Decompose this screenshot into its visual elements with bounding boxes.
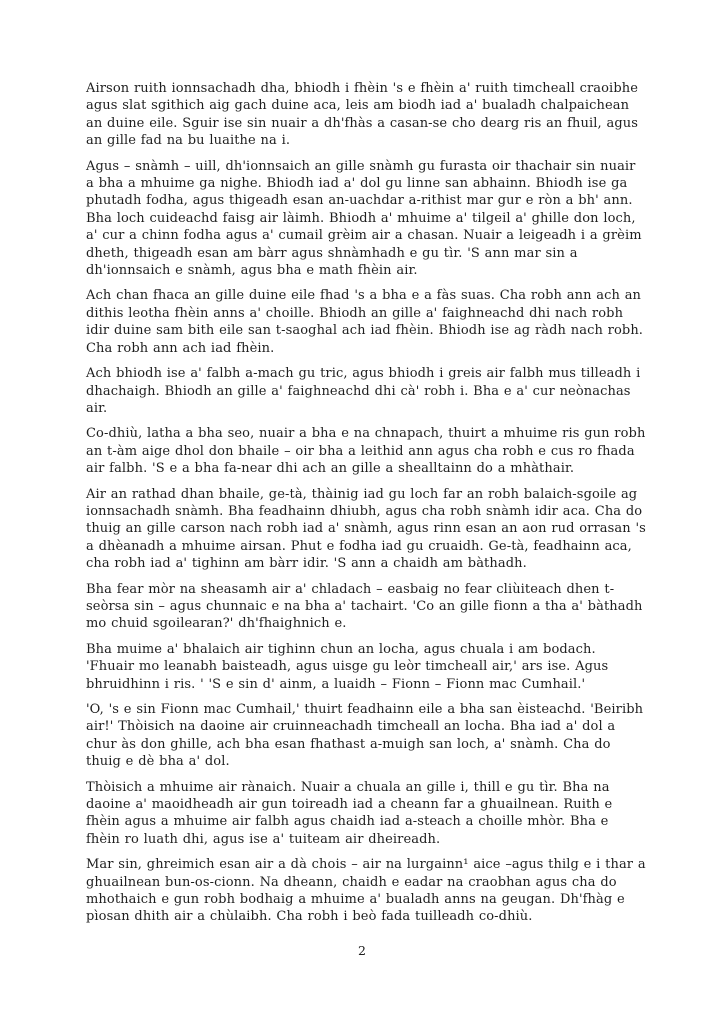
paragraph: Thòisich a mhuime air rànaich. Nuair a chuala an gille i, thill e gu tìr. Bha na daoine a' maoidheadh air gun toireadh iad a cheann far a ghuailnean. Ruith e fhèin agus a mhuime air falbh agus chaidh iad a-steach a choille mhòr. Bha e fhèin ro luath dhi, agus ise a' tuiteam air dheireadh. bbox=[86, 779, 613, 847]
story-text-block bbox=[86, 80, 646, 934]
paragraph: Ach chan fhaca an gille duine eile fhad 's a bha e a fàs suas. Cha robh ann ach an dithis leotha fhèin anns a' choille. Bhiodh an gille a' faighneachd dhi nach robh idir duine sam bith eile san t-saoghal ach iad fhèin. Bhiodh ise ag ràdh nach robh. Cha robh ann ach iad fhèin. bbox=[86, 288, 644, 356]
paragraph: Ach bhiodh ise a' falbh a-mach gu tric, agus bhiodh i greis air falbh mus tilleadh i dhachaigh. Bhiodh an gille a' faighneachd dhi cà' robh i. Bha e a' cur neònachas air. bbox=[86, 366, 641, 416]
paragraph: Airson ruith ionnsachadh dha, bhiodh i fhèin 's e fhèin a' ruith timcheall craoibhe agus slat sgithich aig gach duine aca, leis am biodh iad a' bualadh chalpaichean an duine eile. Sguir ise sin nuair a dh'fhàs a casan-se cho dearg ris an fhuil, agus an gille fad na bu luaithe na i. bbox=[86, 81, 639, 149]
paragraph: Bha muime a' bhalaich air tighinn chun an locha, agus chuala i am bodach. 'Fhuair mo leanabh baisteadh, agus uisge gu leòr timcheall air,' ars ise. Agus bhruidhinn i ris. ' 'S e sin d' ainm, a luaidh – Fionn – Fionn mac Cumhail.' bbox=[86, 641, 609, 692]
paragraph: Co-dhiù, latha a bha seo, nuair a bha e na chnapach, thuirt a mhuime ris gun robh an t-àm aige dhol don bhaile – oir bha a leithid ann agus cha robh e cus ro fhada air falbh. 'S e a bha fa-near dhi ach an gille a shealltainn do a mhàthair. bbox=[86, 426, 646, 477]
paragraph: 'O, 's e sin Fionn mac Cumhail,' thuirt feadhainn eile a bha san èisteachd. 'Beiribh air!' Thòisich na daoine air cruinneachadh timcheall an locha. Bha iad a' dol a chur às don ghille, ach bha esan fhathast a-muigh san loch, a' snàmh. Cha do thuig e dè bha a' dol. bbox=[86, 702, 644, 770]
paragraph: Air an rathad dhan bhaile, ge-tà, thàinig iad gu loch far an robh balaich-sgoile ag ionnsachadh snàmh. Bha feadhainn dhiubh, agus cha robh snàmh idir aca. Cha do thuig an gille carson nach robh iad a' snàmh, agus rinn esan an aon rud orrasan 's a dhèanadh a mhuime airsan. Phut e fodha iad gu cruaidh. Ge-tà, feadhainn aca, cha robh iad a' tighinn am bàrr idir. 'S ann a chaidh am bàthadh. bbox=[86, 486, 646, 572]
page-number: 2 bbox=[358, 943, 366, 958]
paragraph: Bha fear mòr na sheasamh air a' chladach – easbaig no fear cliùiteach dhen t-seòrsa sin – agus chunnaic e na bha a' tachairt. 'Co an gille fionn a tha a' bàthadh mo chuid sgoilearan?' dh'fhaighnich e. bbox=[86, 581, 643, 632]
paragraph: Mar sin, ghreimich esan air a dà chois – air na lurgainn¹ aice –agus thilg e i thar a ghuailnean bun-os-cionn. Na dheann, chaidh e eadar na craobhan agus cha do mhothaich e gun robh bodhaig a mhuime a' bualadh anns na geugan. Dh'fhàg e pìosan dhith air a chùlaibh. Cha robh i beò fada tuilleadh co-dhiù. bbox=[86, 857, 646, 925]
paragraph: Agus – snàmh – uill, dh'ionnsaich an gille snàmh gu furasta oir thachair sin nuair a bha a mhuime ga nighe. Bhiodh iad a' dol gu linne san abhainn. Bhiodh ise ga phutadh fodha, agus thigeadh esan an-uachdar a-rithist mar gur e ròn a bh' ann. Bha loch cuideachd faisg air làimh. Bhiodh a' mhuime a' tilgeil a' ghille don loch, a' cur a chinn fodha agus a' cumail grèim air a chasan. Nuair a leigeadh i a grèim dheth, thigeadh esan am bàrr agus shnàmhadh e gu tìr. 'S ann mar sin a dh'ionnsaich e snàmh, agus bha e math fhèin air. bbox=[86, 158, 642, 279]
